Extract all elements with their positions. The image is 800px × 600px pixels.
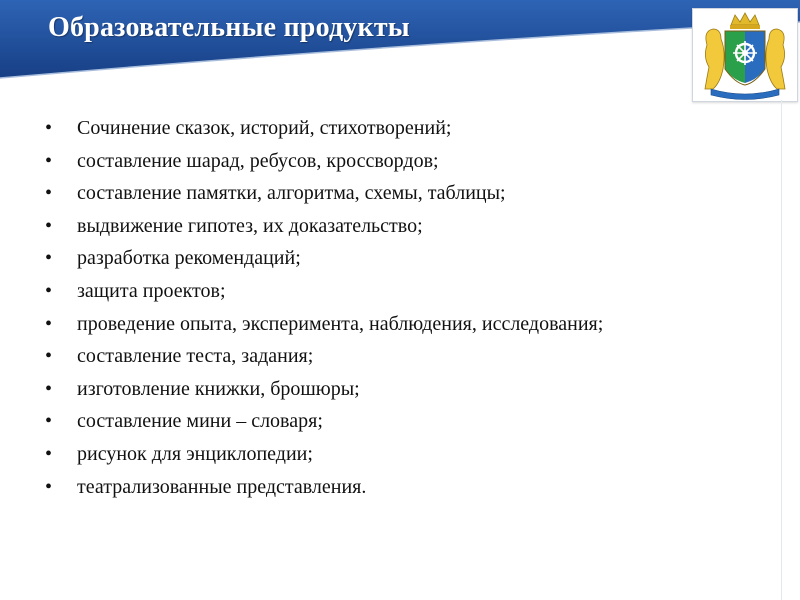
list-item — [45, 443, 603, 476]
list-item-text: выдвижение гипотез, их доказательство; — [77, 214, 423, 237]
list-item — [45, 345, 603, 378]
bullet-list — [45, 117, 603, 508]
list-item-text: составление мини – словаря; — [77, 410, 323, 433]
bullet-icon: • — [45, 442, 53, 465]
list-item-text: составление теста, задания; — [77, 345, 314, 368]
slide-border — [781, 100, 782, 600]
bullet-icon: • — [45, 117, 53, 139]
list-item-text: защита проектов; — [77, 279, 226, 302]
list-item — [45, 378, 603, 411]
list-item — [45, 476, 603, 509]
bullet-icon: • — [45, 475, 53, 498]
coat-of-arms-icon — [692, 8, 798, 102]
list-item — [45, 117, 603, 150]
list-item-text: разработка рекомендаций; — [77, 247, 301, 270]
list-item-text: изготовление книжки, брошюры; — [77, 377, 360, 400]
list-item — [45, 150, 603, 183]
bullet-icon: • — [45, 247, 53, 270]
page-title: Образовательные продукты — [48, 12, 410, 43]
list-item-text: составление шарад, ребусов, кроссвордов; — [77, 149, 439, 172]
list-item — [45, 215, 603, 248]
list-item — [45, 182, 603, 215]
bullet-icon: • — [45, 279, 53, 302]
list-item — [45, 313, 603, 346]
list-item — [45, 247, 603, 280]
list-item-text: составление памятки, алгоритма, схемы, таблицы; — [77, 182, 506, 205]
list-item-text: театрализованные представления. — [77, 475, 367, 498]
bullet-icon: • — [45, 410, 53, 433]
bullet-icon: • — [45, 214, 53, 237]
bullet-icon: • — [45, 377, 53, 400]
bullet-icon: • — [45, 182, 53, 205]
bullet-icon: • — [45, 345, 53, 368]
list-item-text: рисунок для энциклопедии; — [77, 442, 313, 465]
list-item — [45, 410, 603, 443]
list-item-text: Сочинение сказок, историй, стихотворений; — [77, 117, 452, 139]
list-item — [45, 280, 603, 313]
list-item-text: проведение опыта, эксперимента, наблюдения, исследования; — [77, 312, 604, 335]
bullet-icon: • — [45, 149, 53, 172]
bullet-icon: • — [45, 312, 53, 335]
